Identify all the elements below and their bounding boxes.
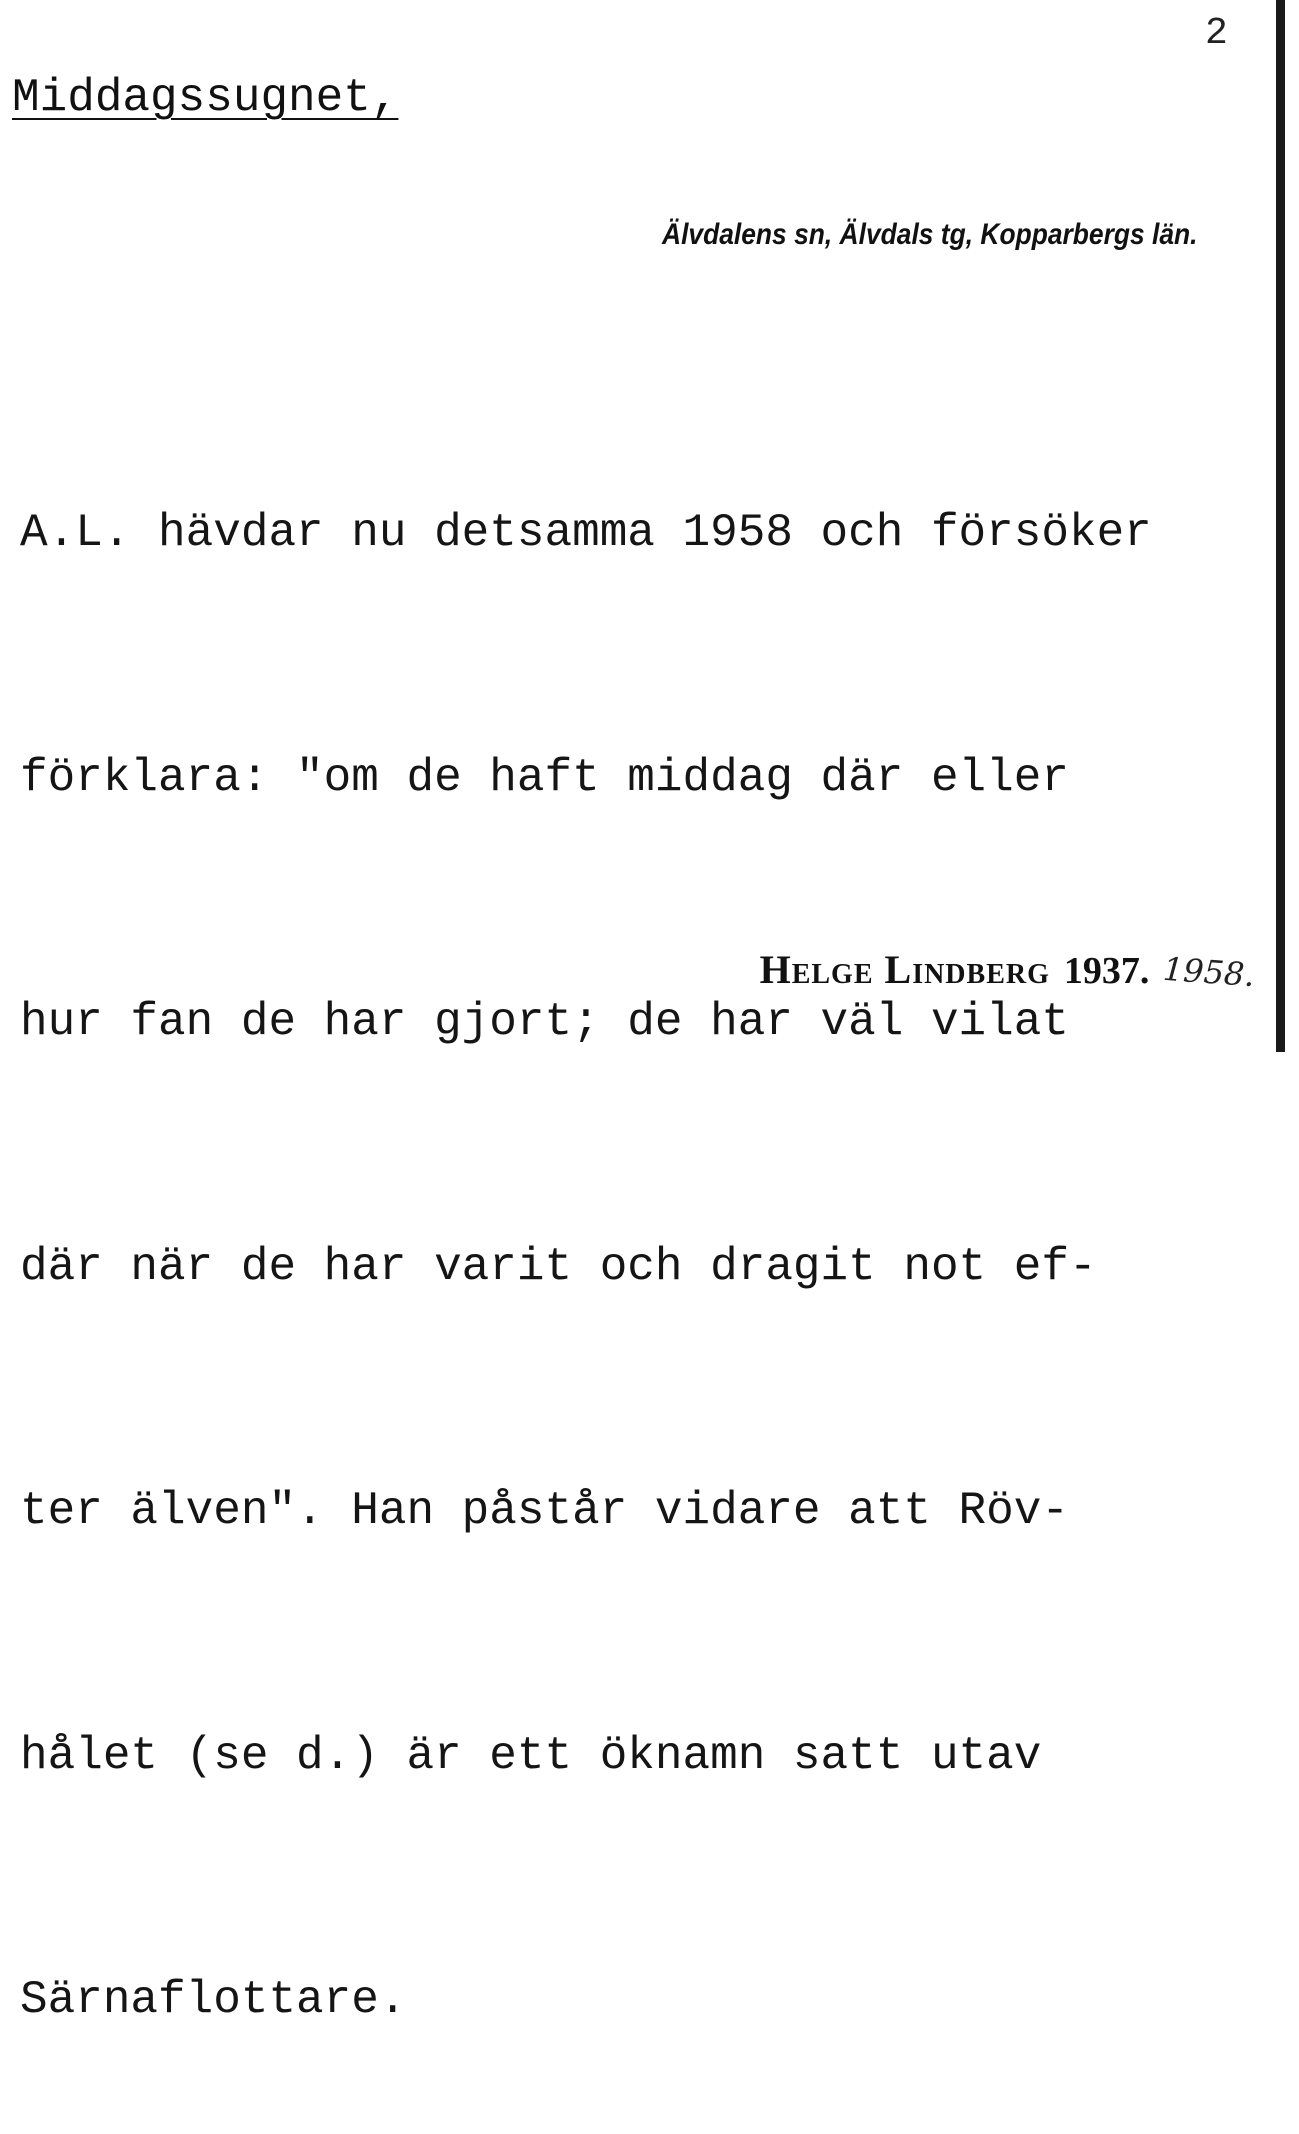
body-line: hur fan de har gjort; de har väl vilat	[20, 996, 1069, 1048]
signature-year-handwritten: 1958.	[1162, 949, 1257, 995]
body-line: hålet (se d.) är ett öknamn satt utav	[20, 1729, 1042, 1782]
body-line: Särnaflottare.	[20, 1974, 407, 2026]
body-line: förklara: "om de haft middag där eller	[20, 751, 1069, 804]
location-stamp: Älvdalens sn, Älvdals tg, Kopparbergs län.	[661, 218, 1197, 251]
card-edge-bar	[1276, 0, 1285, 1052]
headword-text: Middagssugnet,	[12, 72, 399, 124]
signature	[760, 946, 1255, 993]
body-text	[20, 330, 1152, 2134]
body-line: ter älven". Han påstår vidare att Röv-	[20, 1485, 1069, 1537]
page-number: 2	[1205, 12, 1228, 55]
signature-year-printed: 1937.	[1063, 950, 1150, 992]
headword	[12, 72, 398, 124]
body-line: där när de har varit och dragit not ef-	[20, 1240, 1097, 1293]
signature-name: Helge Lindberg	[759, 947, 1050, 992]
body-line: A.L. hävdar nu detsamma 1958 och försöker	[20, 507, 1152, 559]
